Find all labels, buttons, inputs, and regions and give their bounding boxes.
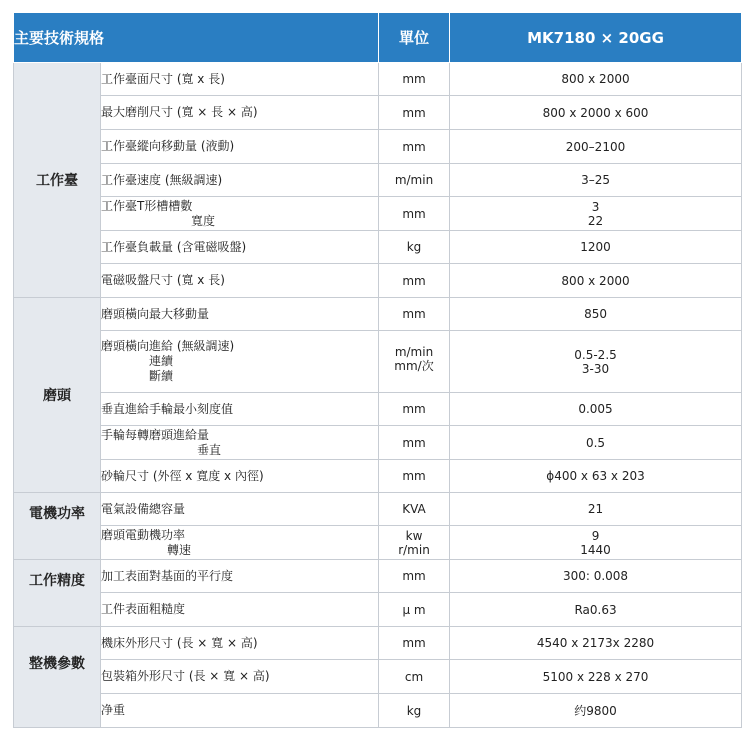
table-row (14, 164, 742, 197)
row-item: 工作臺縱向移動量 (液動) (101, 130, 379, 164)
row-item (101, 197, 379, 231)
row-value: 3–25 (450, 164, 742, 197)
row-item: 加工表面對基面的平行度 (101, 560, 379, 593)
row-value-subline: 22 (587, 213, 604, 228)
group-grinding-head: 磨頭 (14, 298, 101, 493)
row-item: 工作臺速度 (無級調速) (101, 164, 379, 197)
row-unit (379, 331, 450, 393)
row-unit: mm (379, 63, 450, 96)
row-unit: μ m (379, 593, 450, 627)
row-value (450, 526, 742, 560)
row-item: 工作臺負載量 (含電磁吸盤) (101, 231, 379, 264)
row-unit: kg (379, 694, 450, 728)
row-value: 1200 (450, 231, 742, 264)
header-model: MK7180 × 20GG (450, 13, 742, 63)
table-row (14, 593, 742, 627)
table-row (14, 264, 742, 298)
row-item-line: 磨頭橫向進給 (無級調速) (101, 339, 235, 353)
row-unit: mm (379, 560, 450, 593)
row-value-line: 3 (591, 199, 600, 214)
row-value: 850 (450, 298, 742, 331)
row-value-line: 0.5-2.5 (574, 347, 617, 362)
spec-table (13, 12, 742, 728)
row-unit (379, 526, 450, 560)
group-machine: 整機參數 (14, 627, 101, 728)
row-unit-line: kw (405, 528, 423, 543)
row-unit: mm (379, 96, 450, 130)
row-unit-subline: mm/次 (394, 359, 434, 373)
table-row (14, 426, 742, 460)
row-item-line: 手輪每轉磨頭進給量 (101, 427, 210, 442)
table-row (14, 526, 742, 560)
table-row (14, 331, 742, 393)
row-unit: mm (379, 197, 450, 231)
table-row (14, 130, 742, 164)
row-value: 800 x 2000 (450, 264, 742, 298)
row-item: 電氣設備總容量 (101, 493, 379, 526)
table-row (14, 694, 742, 728)
row-value: 800 x 2000 (450, 63, 742, 96)
group-motor-power: 電機功率 (14, 493, 101, 560)
row-unit: mm (379, 298, 450, 331)
row-value-subline: 3-30 (581, 361, 610, 376)
table-row (14, 560, 742, 593)
row-value: 300: 0.008 (450, 560, 742, 593)
table-row (14, 63, 742, 96)
row-item-subline: 轉速 (167, 542, 192, 557)
row-item-subline: 連續 (149, 354, 174, 368)
row-item: 最大磨削尺寸 (寬 × 長 × 高) (101, 96, 379, 130)
header-unit: 單位 (379, 13, 450, 63)
table-row (14, 231, 742, 264)
row-value: 0.005 (450, 393, 742, 426)
row-item: 工件表面粗糙度 (101, 593, 379, 627)
row-value: 21 (450, 493, 742, 526)
group-workbench: 工作臺 (14, 63, 101, 298)
row-unit: mm (379, 627, 450, 660)
table-row (14, 493, 742, 526)
row-value (450, 331, 742, 393)
row-value (450, 197, 742, 231)
row-item (101, 426, 379, 460)
row-value: ϕ400 x 63 x 203 (450, 460, 742, 493)
row-value: 800 x 2000 x 600 (450, 96, 742, 130)
row-item-subline: 寬度 (191, 213, 216, 228)
row-value: 4540 x 2173x 2280 (450, 627, 742, 660)
row-unit-line: m/min (394, 345, 434, 359)
row-unit: mm (379, 393, 450, 426)
row-unit: KVA (379, 493, 450, 526)
row-value: 0.5 (450, 426, 742, 460)
row-item: 砂輪尺寸 (外徑 x 寬度 x 內徑) (101, 460, 379, 493)
row-item: 包裝箱外形尺寸 (長 × 寬 × 高) (101, 660, 379, 694)
row-item: 磨頭橫向最大移動量 (101, 298, 379, 331)
row-item: 净重 (101, 694, 379, 728)
row-unit: mm (379, 426, 450, 460)
row-unit: m/min (379, 164, 450, 197)
row-unit-subline: r/min (398, 542, 430, 557)
row-item: 垂直進給手輪最小刻度值 (101, 393, 379, 426)
row-item: 工作臺面尺寸 (寬 x 長) (101, 63, 379, 96)
table-header (14, 13, 742, 63)
row-item: 電磁吸盤尺寸 (寬 x 長) (101, 264, 379, 298)
row-item-line: 磨頭電動機功率 (101, 527, 186, 542)
row-item-subline: 垂直 (197, 442, 222, 457)
group-precision: 工作精度 (14, 560, 101, 627)
table-row (14, 660, 742, 694)
row-unit: mm (379, 460, 450, 493)
row-value-line: 9 (591, 528, 600, 543)
row-value: 5100 x 228 x 270 (450, 660, 742, 694)
table-row (14, 197, 742, 231)
table-row (14, 96, 742, 130)
table-row (14, 627, 742, 660)
row-item (101, 526, 379, 560)
row-value: 200–2100 (450, 130, 742, 164)
row-value-subline: 1440 (580, 542, 611, 557)
row-unit: kg (379, 231, 450, 264)
row-item (101, 331, 379, 393)
row-unit: cm (379, 660, 450, 694)
row-value: Ra0.63 (450, 593, 742, 627)
row-unit: mm (379, 130, 450, 164)
row-unit: mm (379, 264, 450, 298)
row-item: 機床外形尺寸 (長 × 寬 × 高) (101, 627, 379, 660)
row-item-line: 工作臺T形槽槽數 (101, 198, 193, 213)
table-row (14, 460, 742, 493)
header-item: 主要技術規格 (14, 13, 379, 63)
table-row (14, 393, 742, 426)
table-row (14, 298, 742, 331)
row-value: 约9800 (450, 694, 742, 728)
row-item-subline: 斷續 (149, 369, 174, 383)
